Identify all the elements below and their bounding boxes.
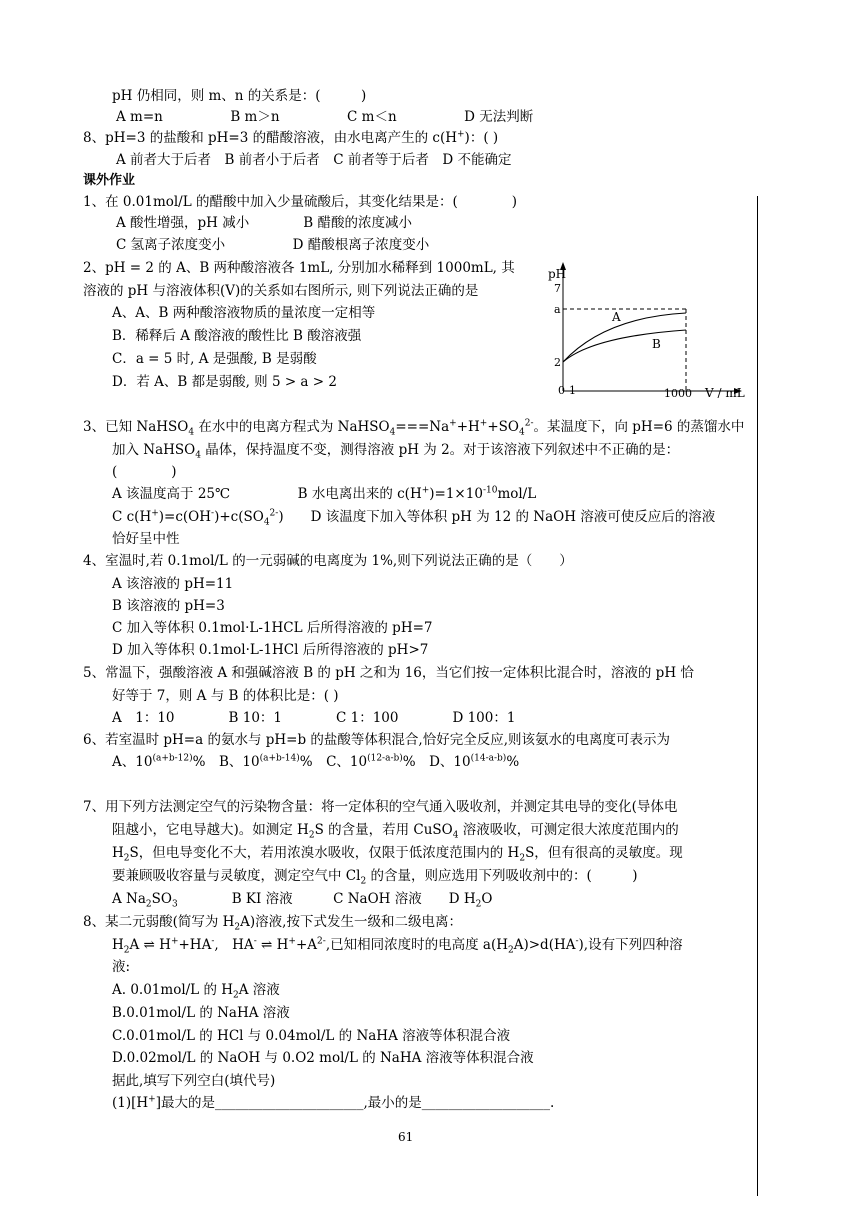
text-line: pH 仍相同，则 m、n 的关系是：( ) bbox=[112, 88, 367, 104]
text-line: 据此,填写下列空白(填代号) bbox=[112, 1073, 276, 1089]
text-line: $H_2A$ ⇌ H++HA-, HA- ⇌ $H^++A^{2-}$,已知相同浓度时的电高度 $a(H_2A)>d(HA^-)$,设有下列四种溶 bbox=[112, 936, 683, 956]
x-tick-0: 0 bbox=[558, 384, 565, 397]
text-line: D．若 A、B 都是弱酸, 则 5 > a > 2 bbox=[112, 374, 337, 390]
text-line: C 加入等体积 0.1mol·L-1HCL 后所得溶液的 pH=7 bbox=[112, 620, 433, 636]
text-line: 好等于 7，则 A 与 B 的体积比是：( ) bbox=[112, 688, 339, 704]
x-axis-label: V / mL bbox=[705, 386, 745, 400]
y-tick-2: 2 bbox=[554, 356, 561, 369]
text-line: A $Na_2SO_3$ B KI 溶液 C NaOH 溶液 D $H_2O$ bbox=[112, 891, 493, 910]
text-line: A、A、B 两种酸溶液物质的量浓度一定相等 bbox=[112, 305, 376, 321]
text-line: 2、pH = 2 的 A、B 两种酸溶液各 1mL, 分别加水稀释到 1000mL, 其 bbox=[83, 260, 515, 276]
text-line: A 酸性增强，pH 减小 B 醋酸的浓度减小 bbox=[116, 215, 412, 231]
text-line: 溶液的 pH 与溶液体积(V)的关系如右图所示, 则下列说法正确的是 bbox=[83, 283, 479, 299]
text-line: D.0.02mol/L 的 NaOH 与 0.O2 mol/L 的 NaHA 溶液等体积混合液 bbox=[112, 1050, 534, 1066]
text-line: A、$10^{(a+b-12)}\%$ B、$10^{(a+b-14)}\%$ C、10$^{(12-a-b)}$% D、10$^{(14-a-b)}$% bbox=[112, 753, 520, 770]
text-line: (1)[H+]最大的是______________________,最小的是___________________. bbox=[112, 1094, 555, 1111]
section-heading: 课外作业 bbox=[83, 173, 136, 188]
text-line: 6、若室温时 pH=a 的氨水与 pH=b 的盐酸等体积混合,恰好完全反应,则该氨水的电离度可表示为 bbox=[83, 732, 670, 748]
text-line: 液: bbox=[112, 959, 131, 975]
text-line: A 该溶液的 pH=11 bbox=[112, 576, 234, 592]
text-line: $H_2S$，但电导变化不大，若用浓溴水吸收，仅限于低浓度范围内的 $H_2S$，但有很高的灵敏度。现 bbox=[112, 845, 683, 864]
text-line: 5、常温下，强酸溶液 A 和强碱溶液 B 的 pH 之和为 16，当它们按一定体积比混合时，溶液的 pH 恰 bbox=[83, 665, 694, 681]
x-tick-1000: 1000 bbox=[664, 387, 692, 400]
y-tick-a: a bbox=[554, 303, 561, 316]
text-line: B 该溶液的 pH=3 bbox=[112, 598, 225, 614]
text-line: A 前者大于后者 B 前者小于后者 C 前者等于后者 D 不能确定 bbox=[116, 152, 512, 168]
text-line: A 1：10 B 10：1 C 1：100 D 100：1 bbox=[112, 710, 516, 726]
text-line: A 该温度高于 25℃ B 水电离出来的 $c(H^+)=1\times 10^{-10}mol/L$ bbox=[112, 485, 537, 502]
margin-rule bbox=[757, 196, 758, 1196]
text-line: ( ) bbox=[112, 464, 177, 480]
ph-volume-graph bbox=[540, 258, 760, 408]
text-line: 阻越小，它电导越大)。如测定 $H_2S$ 的含量，若用 CuSO$_4$ 溶液吸收，可测定很大浓度范围内的 bbox=[112, 822, 679, 841]
text-line: 3、已知 NaHSO$_4$ 在水中的电离方程式为 $NaHSO_4===Na^++H^++SO_4^{2-}$。某温度下，向 pH=6 的蒸馏水中 bbox=[83, 418, 745, 438]
text-line: 恰好呈中性 bbox=[112, 531, 180, 547]
text-line: C $c(H^+)=c(OH^-)+c(SO_4^{2-})$ D 该温度下加入等体积 pH 为 12 的 NaOH 溶液可使反应后的溶液 bbox=[112, 508, 716, 528]
text-line: A. 0.01mol/L 的 $H_2A$ 溶液 bbox=[112, 982, 280, 1001]
text-line: C.0.01mol/L 的 HCl 与 0.04mol/L 的 NaHA 溶液等体积混合液 bbox=[112, 1028, 511, 1044]
text-line: C 氢离子浓度变小 D 醋酸根离子浓度变小 bbox=[116, 237, 430, 253]
text-line: 7、用下列方法测定空气的污染物含量：将一定体积的空气通入吸收剂，并测定其电导的变化(导体电 bbox=[83, 799, 678, 815]
text-line: D 加入等体积 0.1mol·L-1HCl 后所得溶液的 pH>7 bbox=[112, 642, 429, 658]
text-line: 加入 NaHSO$_4$ 晶体，保持温度不变，测得溶液 pH 为 2。对于该溶液下列叙述中不正确的是： bbox=[112, 442, 680, 461]
page-number: 61 bbox=[398, 1130, 414, 1144]
text-line: 4、室温时,若 0.1mol/L 的一元弱碱的电离度为 1%,则下列说法正确的是（ ） bbox=[83, 553, 573, 569]
text-line: 要兼顾吸收容量与灵敏度，测定空气中 $Cl_2$ 的含量，则应选用下列吸收剂中的：( ) bbox=[112, 868, 638, 887]
text-line: 8、某二元弱酸(简写为 $H_2A$)溶液,按下式发生一级和二级电离： bbox=[83, 914, 462, 933]
y-tick-7: 7 bbox=[554, 282, 561, 295]
y-axis-label: pH bbox=[548, 267, 567, 281]
curve-label-b: B bbox=[652, 337, 661, 351]
text-line: C．a = 5 时, A 是强酸, B 是弱酸 bbox=[112, 351, 317, 367]
text-line: 8、pH=3 的盐酸和 pH=3 的醋酸溶液，由水电离产生的 c(H+)：( ) bbox=[83, 129, 499, 146]
text-line: A m=n B m＞n C m＜n D 无法判断 bbox=[116, 109, 534, 125]
text-line: B．稀释后 A 酸溶液的酸性比 B 酸溶液强 bbox=[112, 328, 362, 344]
text-line: B.0.01mol/L 的 NaHA 溶液 bbox=[112, 1005, 290, 1021]
curve-label-a: A bbox=[612, 310, 621, 324]
x-tick-1: 1 bbox=[569, 384, 576, 397]
text-line: 1、在 0.01mol/L 的醋酸中加入少量硫酸后，其变化结果是：( ) bbox=[83, 194, 518, 210]
